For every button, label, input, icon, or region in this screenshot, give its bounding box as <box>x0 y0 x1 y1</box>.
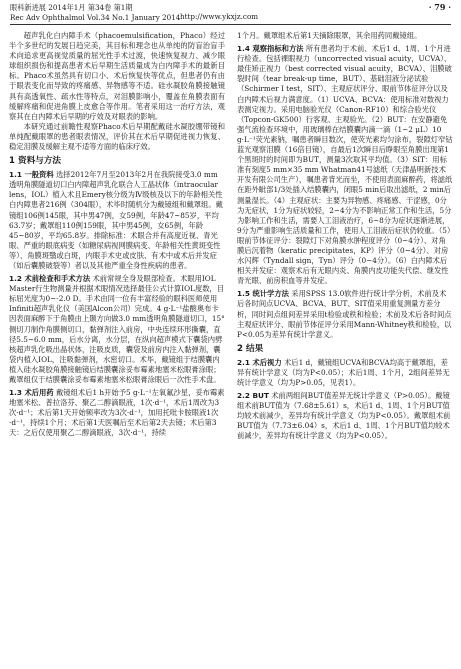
intro-paragraph-2: 本研究通过前瞻性观察Phaco术后早期配戴硅水凝胶绷带镜和单纯配戴眼罩的患者眼表情况，评价其在术后早期促进视力恢复、稳定泪膜及缓解主观不适等方面的临床疗效。 <box>9 121 225 152</box>
journal-title: 眼科新进展 <box>10 3 46 12</box>
section-1-5-text: 采用SPSS 13.0软件进行统计学分析，术前及术后各时间点UCVA、BCVA、BUT、SIT值采用重复测量方差分析，同时间点组间差异采用t检验或秩和检验；术前及术后各时间点主观症状评分、眼前节体征评分采用Mann-Whitney秩和检验，以P<0.05为差异有统计学意义。 <box>237 289 452 339</box>
section-2-1-heading: 2.1 术后视力 <box>237 357 282 367</box>
journal-issue-info <box>10 3 180 22</box>
journal-title-en: Rec Adv Ophthalmol Vol.34 No.1 January 2014 <box>10 12 181 22</box>
right-column <box>237 31 453 442</box>
section-1-3-text: 戴镜组术后1 h开始予5 g·L⁻¹左氧氟沙星，妥布霉素地塞米松、普拉洛芬、聚乙二醇滴眼液，1次·d⁻¹，术后1周改为3次·d⁻¹；术后第1天开始频率改为3次·d⁻¹，加用托吡卡胺眼液1次·d⁻¹，持续1个月；术后第1天医嘱后至术后第2天去镜；术后第3天：之后仅使用聚乙二醇滴眼液，3次·d⁻¹，持续 <box>9 388 225 438</box>
issue-cn: 2014年1月 第34卷 第1期 <box>48 3 133 12</box>
left-column <box>9 31 225 439</box>
section-1-heading: 1 资料与方法 <box>9 156 61 167</box>
intro-paragraph-1: 超声乳化白内障手术（phacoemulsification，Phaco）经过半个多世纪的发展日趋完美，其目标和理念也从单纯的防盲治盲手术向追求更高视觉质量的屈光性手术过渡，快速恢复视力、减少眼球组织损伤和提高患者术后早期生活质量成为白内障手术的最新目标。Phaco术虽然具有切口小、术后恢复快等优点，但患者仍有由于眼表变化而导致的疼痛感、异物感等不适。硅水凝胶角膜接触镜具有高透氧性、疏水性等特点，对泪膜影响小，覆盖在角膜表面有缓解疼痛和促进角膜上皮愈合等作用。笔者采用这一治疗方法，观察其在白内障术后早期的疗效及对眼表的影响。 <box>9 31 225 121</box>
section-1-2-heading: 1.2 术前检查和手术方法 <box>9 274 91 284</box>
page-number: · 79 · <box>428 2 451 12</box>
section-1-2-text: 术前常规全身及眼部检查。术眼用IOL Master行生物测量并根据术眼情况选择最佳公式计算IOL度数，目标屈光度为0~-2.0 D。手术由同一位有丰富经验的眼科医师使用Infiniti超声乳化仪（美国Alcon公司）完成。4 g·L⁻¹盐酸奥布卡因表面麻醉下于角膜由上颞方向做3.0 mm透明角膜隧道切口，15°侧切刀制作角膜侧切口，黏弹剂注入前房，中央连续环形撕囊，直径5.5~6.0 mm，后水分离，水分层，在纵向超声模式下囊袋内劈核超声乳化吸出晶状体，注吸皮质，囊袋及前房内注入黏弹剂，囊袋内植入IOL，注吸黏弹剂，水密切口。术毕，戴镜组于结膜囊内植入硅水凝胶角膜接触镜后结膜囊涂妥布霉素地塞米松眼膏涂眼；戴罩组仅于结膜囊涂妥布霉素地塞米松眼膏涂眼后一次性手术盘。 <box>9 274 225 384</box>
section-2-2-heading: 2.2 BUT <box>237 391 269 401</box>
header-rule <box>10 24 451 25</box>
section-2-2-text: 术前两组间BUT值差异无统计学意义（P>0.05）。戴镜组术前BUT值为（7.68±5.61）s，术后1 d、1周、1个月BUT值均较术前减少，差异均有统计学意义（均为P<0.05）。戴罩组术前BUT值为（7.73±6.04）s，术后1 d、1周、1个月BUT值均较术前减少，差异均有统计学意义（均为P<0.05）。 <box>237 391 451 441</box>
section-2-heading: 2 结果 <box>237 343 264 354</box>
page-header <box>10 3 451 25</box>
section-1-1-text: 选择2012年7月至2013年2月在我院接受3.0 mm透明角膜隧道切口白内障超声乳化联合人工晶状体（intraocular lens，IOL）植入术且Emery核分级为Ⅳ级核及以下的年龄相关性白内障患者216例（304眼），术毕时随机分为戴镜组和戴罩组。戴镜组106例145眼，其中男47例，女59例，年龄47~85岁，平均63.7岁；戴罩组110例159眼，其中男45例，女65例，年龄45~80岁，平均65.8岁。排除标准：术眼合并有高度近视、青光眼、严重的眼底病变（如糖尿病视网膜病变、年龄相关性黄斑变性等）、角膜斑翳或白斑，内眼手术史或皮肤、有术中或术后并发症（如后囊膜破裂等）者以及其他严重全身性疾病的患者。 <box>9 170 223 270</box>
section-1-4-heading: 1.4 观察指标和方法 <box>237 44 304 54</box>
journal-url: http://www.ykxjz.com <box>180 12 259 21</box>
section-2-1-text: 术后1 d，戴镜组UCVA和BCVA均高于戴罩组，差异有统计学意义（均为P<0.05）；术后1周、1个月，2组间差异无统计学意义（均为P>0.05，见表1）。 <box>237 357 450 387</box>
section-1-1-heading: 1.1 一般资料 <box>9 170 54 180</box>
section-1-5-heading: 1.5 统计学方法 <box>237 289 289 299</box>
section-1-4-text: 所有患者均于术前、术后1 d、1周、1个月进行检查。包括裸眼视力（uncorrected visual acuity，UCVA）、最佳矫正视力（best corrected visual acuity，BCVA）、泪膜破裂时间（tear break-up time，BUT）、基础泪液分泌试验（Schirmer Ⅰ test，SIT）、主观症状评分、眼前节体征评分以及白内障术后视力满意度。（1）UCVA、BCVA：使用标准对数视力表测定视力。采用电脑验光仪（Canon-RF10）和综合验光仪（Topcon-GK500）行客观、主观验光。（2）BUT：在安静避免强气流检查环境中，用玻璃棒在结膜囊内滴一滴（1~2 μL）10 g·L⁻¹荧光素钠，嘱患者瞬目数次，使荧光素均匀涂布，裂隙灯窄钴蓝光观察泪膜（16倍目镜），自最后1次瞬目后睁眼至角膜出现第1个黑斑时的时间即为BUT，测量3次取其平均值。（3）SIT：用标准有刻度5 mm×35 mm Whatman41号滤纸（天津晶明新技术开发有限公司生产），嘱患者背光而坐，不使用表面麻醉药，将滤纸在距外眦部1/3处插入结膜囊内，闭眼5 min后取出滤纸，2 min后测量湿长。（4）主观症状：主要为异物感、疼痛感、干涩感，0分为无症状，1分为症状较轻，2~4分为不影响正常工作和生活，5分为影响工作和生活，需要人工泪液治疗，6~8分为症状逐渐进展，9分为严重影响生活质量和工作，使用人工泪液后症状仍较重。（5）眼前节体征评分：裂隙灯下对角膜水肿程度评分（0~4分）、对角膜后沉着物（keratic precipitates，KP）评分（0~4分）、对房水闪辉（Tyndall sign，Tyn）评分（0~4分）。（6）白内障术后相关并发症：观察术后有无眼内炎、角膜内皮功能失代偿、继发性青光眼、前房积血等并发症。 <box>237 44 453 286</box>
continued-paragraph: 1个月。戴罩组术后第1天摘除眼罩，其余用药同戴镜组。 <box>237 31 422 40</box>
section-1-3-heading: 1.3 术后用药 <box>9 388 54 398</box>
